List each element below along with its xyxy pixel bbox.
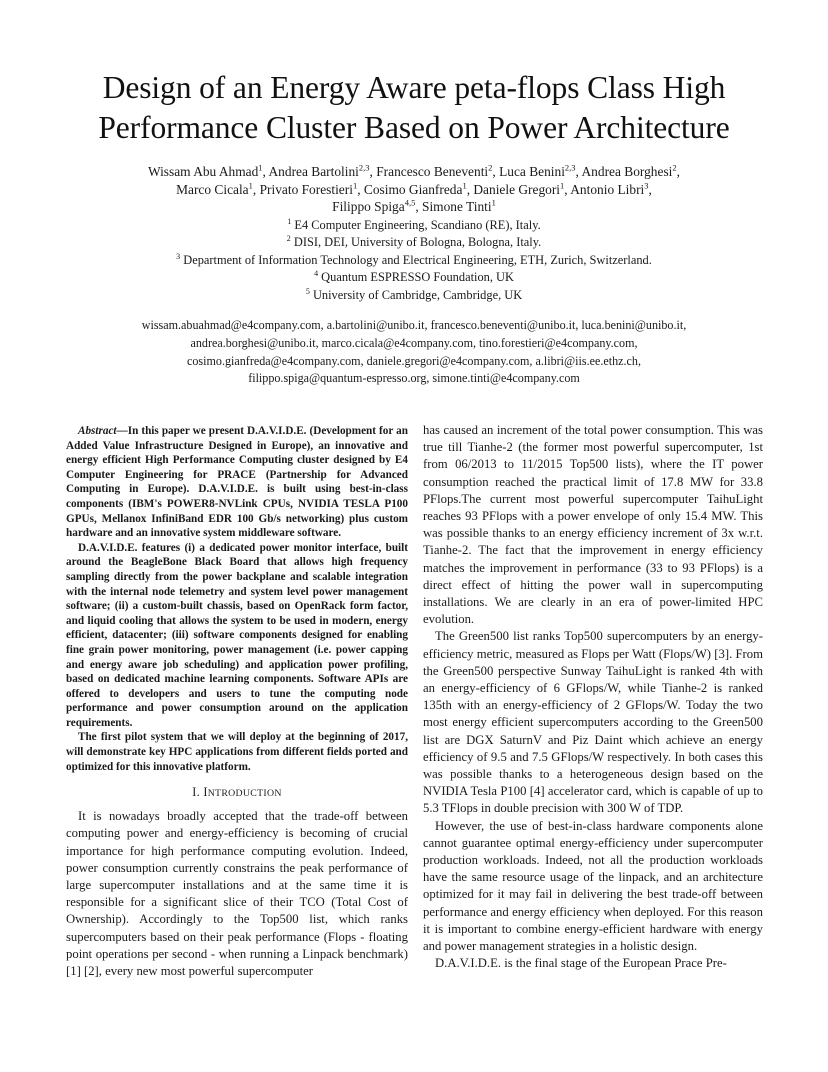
email-line: filippo.spiga@quantum-espresso.org, simone.tinti@e4company.com [248,371,580,386]
email-line: cosimo.gianfreda@e4company.com, daniele.gregori@e4company.com, a.libri@iis.ee.ethz.ch, [187,353,641,368]
section-title-initial: I [203,785,208,800]
author-separator: , [252,181,260,197]
author-separator: , [369,164,377,179]
author-line [60,163,768,181]
abstract-label: Abstract [78,425,117,437]
author-name: Filippo Spiga [332,199,405,215]
paper-title [40,68,788,148]
author-line [60,181,768,199]
affiliation-number: 2 [286,234,291,244]
author-list [60,163,768,216]
abstract-paragraph: The first pilot system that we will deploy at the beginning of 2017, will demonstrate key HPC applications from different fields ported and optimized for this innovative platform. [66,731,408,773]
email-line: wissam.abuahmad@e4company.com, a.bartolini@unibo.it, francesco.beneventi@unibo.it, luca.benini@unibo.it, [141,318,687,332]
author-affiliation-marker: 1 [491,197,496,208]
author-name: Privato Forestieri [259,181,353,197]
author-affiliation-marker: 2,3 [358,162,370,173]
abstract-paragraph: Abstract—In this paper we present D.A.V.I.D.E. (Development for an Added Value Infrastructure Designed in Europe), an innovative and energy efficient High Performance Computing cluster designed by E4 Computer Engineering for PRACE (Partnership for Advanced Computing in Europe). D.A.V.I.D.E. is built using best-in-class components (IBM's POWER8-NVLink CPUs, NVIDIA TESLA P100 GPUs, Mellanox InfiniBand EDR 100 Gb/s networking) plus custom hardware and an innovative system middleware software. [66,425,408,540]
author-separator: , [648,181,652,197]
author-separator: , [575,164,582,179]
affiliation-item [60,234,768,251]
affiliation-item [60,269,768,286]
body-paragraph: It is nowadays broadly accepted that the trade-off between computing power and energy-efficiency is becoming of crucial importance for high performance computing evolution. Indeed, power consumption currently constrains the peak performance of large supercomputer installations and at the same time it is responsible for a significant slice of their TCO (Total Cost of Ownership). Accordingly to the Top500 list, which ranks supercomputers based on their peak performance (Flops - floating point operations per second - when running a Linpack benchmark) [1] [2], every new most powerful supercomputer [66,809,408,979]
affiliation-number: 4 [314,269,319,279]
section-heading [66,784,408,802]
author-name: Simone Tinti [422,199,492,215]
author-name: Marco Cicala [176,181,249,197]
body-paragraph: The Green500 list ranks Top500 supercomputers by an energy-efficiency metric, measured as Flops per Watt (Flops/W) [3]. From the Green500 perspective Sunway TaihuLight is ranked 4th with an energy-efficiency of 6 GFlops/W, while Tianhe-2 is ranked 135th with an energy-efficiency of 2 GFlops/W. Today the two most energy efficient supercomputers according to the Green500 list are DGX SaturnV and Piz Daint which achieve an energy efficiency of 9.5 and 7.5 GFlops/W respectively. In both cases this was possible thanks to a heterogeneous design based on the NVIDIA Tesla P100 [4] accelerator card, which is capable of up to 5.3 TFlops in double precision with 300 W of TDP. [423,629,763,816]
author-separator: , [357,181,364,197]
affiliation-item [60,287,768,304]
author-affiliation-marker: 2,3 [564,162,576,173]
affiliation-text: E4 Computer Engineering, Scandiano (RE), Italy. [294,218,541,232]
author-separator: , [466,181,474,197]
affiliation-text: DISI, DEI, University of Bologna, Bologna, Italy. [293,235,542,250]
affiliation-text: Quantum ESPRESSO Foundation, UK [321,270,514,285]
right-column [423,422,763,973]
author-affiliation-marker: 1 [462,180,467,191]
body-paragraph: However, the use of best-in-class hardware components alone cannot guarantee optimal energy-efficiency under supercomputer production workloads. Indeed, not all the production workloads have the same resource usage of the linpack, and an architecture optimized for it may fail in delivering the best trade-off between performance and energy efficiency when deployed. For this reason it is important to combine energy-efficient hardware with energy and power management strategies in a holistic design. [423,818,763,954]
author-name: Cosimo Gianfreda [363,181,463,197]
author-affiliation-marker: 2 [488,162,493,173]
author-separator: , [262,164,269,179]
affiliation-text: University of Cambridge, Cambridge, UK [312,287,523,302]
author-name: Daniele Gregori [473,181,561,197]
affiliation-number: 1 [287,216,292,226]
author-affiliation-marker: 1 [352,180,358,191]
author-separator: , [492,164,500,179]
affiliation-number: 3 [176,251,181,261]
author-separator: , [676,164,680,179]
body-paragraph: has caused an increment of the total power consumption. This was true till Tianhe-2 (the former most powerful supercomputer, 1st from 06/2013 to 11/2015 Top500 lists), where the IT power consumption reached the practical limit of 17.8 MW for 33.8 PFlops.The current most powerful supercomputer TaihuLight reaches 93 PFlops with a power envelope of only 15.4 MW. This was possible thanks to an energy efficiency increment of 3x w.r.t. Tianhe-2. The fact that the improvement in energy efficiency matches the improvement in performance (33 to 93 PFlops) is a direct effect of hitting the power wall in supercomputing installations. We are clearly in an era of power-limited HPC evolution. [423,423,763,627]
affiliation-item [60,217,768,234]
title-line-2: Performance Cluster Based on Power Architecture [98,110,730,145]
section-number: I. [192,785,200,800]
author-affiliation-marker: 3 [644,180,649,191]
email-line: andrea.borghesi@unibo.it, marco.cicala@e4company.com, tino.forestieri@e4company.com, [190,335,638,350]
abstract [66,424,408,774]
author-line [60,198,768,216]
abstract-paragraph: D.A.V.I.D.E. features (i) a dedicated power monitor interface, built around the BeagleBone Black Board that allows high frequency sampling directly from the power backplane and scalable integration with the internal node telemetry and system level power management software; (ii) a custom-built chassis, based on OpenRack form factor, and liquid cooling that allows the system to be used in modern, energy efficient, datacenter; (iii) software components designed for enabling fine grain power monitoring, power management (i.e. power capping and energy aware job scheduling) and application power profiling, based on dedicated machine learning components. Software APIs are offered to developers and users to tune the computing node performance and power consumption around on the application requirements. [66,541,408,729]
author-affiliation-marker: 4,5 [404,197,416,208]
affiliation-text: Department of Information Technology and Electrical Engineering, ETH, Zurich, Switzerland. [183,252,652,267]
body-paragraph: D.A.V.I.D.E. is the final stage of the European Prace Pre- [435,956,727,971]
section-title-rest: NTRODUCTION [207,788,282,800]
author-name: Francesco Beneventi [376,164,489,179]
author-name: Luca Benini [499,164,565,179]
author-affiliation-marker: 2 [672,162,677,173]
abstract-text: In this paper we present D.A.V.I.D.E. (Development for an Added Value Infrastructure Designed in Europe), an innovative and energy efficient High Performance Computing cluster designed by E4 Computer Engineering for PRACE (Partnership for Advanced Computing in Europe). D.A.V.I.D.E. is built using best-in-class components (IBM's POWER8-NVLink CPUs, NVIDIA TESLA P100 GPUs, Mellanox InfiniBand EDR 100 Gb/s networking) plus custom hardware and an innovative system middleware software. [66,425,408,540]
author-affiliation-marker: 1 [258,162,263,173]
author-name: Wissam Abu Ahmad [147,164,259,179]
title-line-1: Design of an Energy Aware peta-flops Class High [102,70,726,105]
author-affiliation-marker: 1 [248,180,253,191]
affiliation-list [60,217,768,304]
email-list [60,317,768,388]
author-separator: , [564,181,571,197]
author-name: Andrea Borghesi [581,164,673,179]
affiliation-item [60,252,768,269]
affiliation-number: 5 [305,286,310,296]
left-column [66,424,408,980]
author-separator: , [415,199,423,215]
author-name: Andrea Bartolini [268,164,359,179]
author-name: Antonio Libri [570,181,645,197]
author-affiliation-marker: 1 [560,180,565,191]
